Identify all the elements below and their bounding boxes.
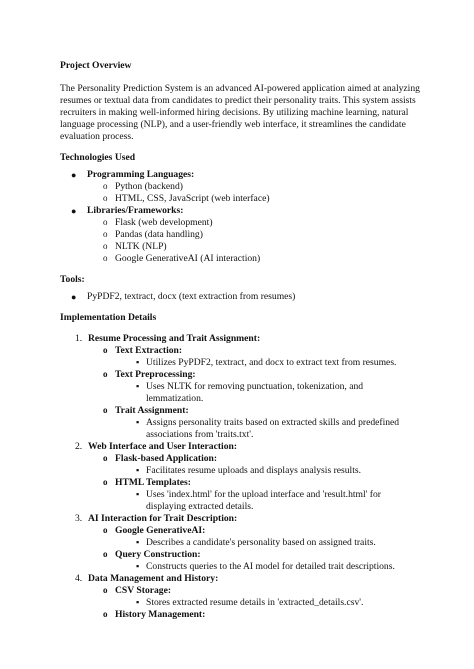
square-bullet-icon: ▪ xyxy=(136,561,140,571)
section-title: Resume Processing and Trait Assignment: xyxy=(88,333,261,344)
square-bullet-icon: ▪ xyxy=(136,537,140,547)
tech-item: Pandas (data handling) xyxy=(115,229,203,240)
tech-item: NLTK (NLP) xyxy=(115,241,167,252)
tools-item: PyPDF2, textract, docx (text extraction from resumes) xyxy=(87,291,296,302)
detail-line: Constructs queries to the AI model for detailed trait descriptions. xyxy=(146,561,395,572)
subsection-title: Trait Assignment: xyxy=(115,405,189,416)
bullet-icon: ● xyxy=(71,292,77,302)
tech-item: HTML, CSS, JavaScript (web interface) xyxy=(115,193,270,204)
tech-item: Python (backend) xyxy=(115,181,183,192)
square-bullet-icon: ▪ xyxy=(136,489,140,499)
tech-group-label: Libraries/Frameworks: xyxy=(87,205,184,216)
circle-bullet-icon: o xyxy=(103,229,108,239)
circle-bullet-icon: o xyxy=(103,609,108,619)
detail-line: Uses NLTK for removing punctuation, tokenization, and xyxy=(146,381,364,392)
circle-bullet-icon: o xyxy=(103,253,108,263)
tools-heading: Tools: xyxy=(60,274,85,285)
section-number: 2. xyxy=(75,441,83,452)
detail-line: lemmatization. xyxy=(146,393,204,404)
subsection-title: Text Preprocessing: xyxy=(115,369,196,380)
circle-bullet-icon: o xyxy=(103,405,108,415)
square-bullet-icon: ▪ xyxy=(136,381,140,391)
subsection-title: Text Extraction: xyxy=(115,345,183,356)
square-bullet-icon: ▪ xyxy=(136,597,140,607)
circle-bullet-icon: o xyxy=(103,477,108,487)
section-title: Data Management and History: xyxy=(88,573,219,584)
section-title: Web Interface and User Interaction: xyxy=(88,441,238,452)
subsection-title: HTML Templates: xyxy=(115,477,191,488)
subsection-title: Google GenerativeAI: xyxy=(115,525,206,536)
overview-heading: Project Overview xyxy=(60,60,132,71)
implementation-heading: Implementation Details xyxy=(60,312,157,323)
circle-bullet-icon: o xyxy=(103,369,108,379)
detail-line: Utilizes PyPDF2, textract, and docx to extract text from resumes. xyxy=(146,357,397,368)
circle-bullet-icon: o xyxy=(103,549,108,559)
subsection-title: History Management: xyxy=(115,609,206,620)
overview-line: resumes or textual data from candidates to predict their personality traits. This system assists xyxy=(60,95,416,106)
square-bullet-icon: ▪ xyxy=(136,417,140,427)
circle-bullet-icon: o xyxy=(103,585,108,595)
circle-bullet-icon: o xyxy=(103,525,108,535)
tech-item: Flask (web development) xyxy=(115,217,213,228)
overview-line: language processing (NLP), and a user-friendly web interface, it streamlines the candidate xyxy=(60,119,406,130)
detail-line: displaying extracted details. xyxy=(146,501,254,512)
overview-line: recruiters in making well-informed hiring decisions. By utilizing machine learning, natural xyxy=(60,107,409,118)
circle-bullet-icon: o xyxy=(103,345,108,355)
tech-item: Google GenerativeAI (AI interaction) xyxy=(115,253,261,264)
section-number: 4. xyxy=(75,573,83,584)
subsection-title: CSV Storage: xyxy=(115,585,172,596)
detail-line: Stores extracted resume details in 'extracted_details.csv'. xyxy=(146,597,364,608)
detail-line: Facilitates resume uploads and displays analysis results. xyxy=(146,465,362,476)
detail-line: Assigns personality traits based on extracted skills and predefined xyxy=(146,417,400,428)
detail-line: Describes a candidate's personality based on assigned traits. xyxy=(146,537,376,548)
technologies-heading: Technologies Used xyxy=(60,152,136,163)
circle-bullet-icon: o xyxy=(103,181,108,191)
subsection-title: Flask-based Application: xyxy=(115,453,218,464)
circle-bullet-icon: o xyxy=(103,193,108,203)
section-number: 1. xyxy=(75,333,83,344)
overview-line: The Personality Prediction System is an advanced AI-powered application aimed at analyzing xyxy=(60,83,420,94)
circle-bullet-icon: o xyxy=(103,217,108,227)
tech-group-label: Programming Languages: xyxy=(87,169,195,180)
square-bullet-icon: ▪ xyxy=(136,357,140,367)
circle-bullet-icon: o xyxy=(103,241,108,251)
bullet-icon: ● xyxy=(71,170,77,180)
bullet-icon: ● xyxy=(71,206,77,216)
subsection-title: Query Construction: xyxy=(115,549,201,560)
detail-line: associations from 'traits.txt'. xyxy=(146,429,254,440)
circle-bullet-icon: o xyxy=(103,453,108,463)
detail-line: Uses 'index.html' for the upload interface and 'result.html' for xyxy=(146,489,381,500)
section-title: AI Interaction for Trait Description: xyxy=(88,513,238,524)
section-number: 3. xyxy=(75,513,83,524)
overview-line: evaluation process. xyxy=(60,131,134,142)
square-bullet-icon: ▪ xyxy=(136,465,140,475)
